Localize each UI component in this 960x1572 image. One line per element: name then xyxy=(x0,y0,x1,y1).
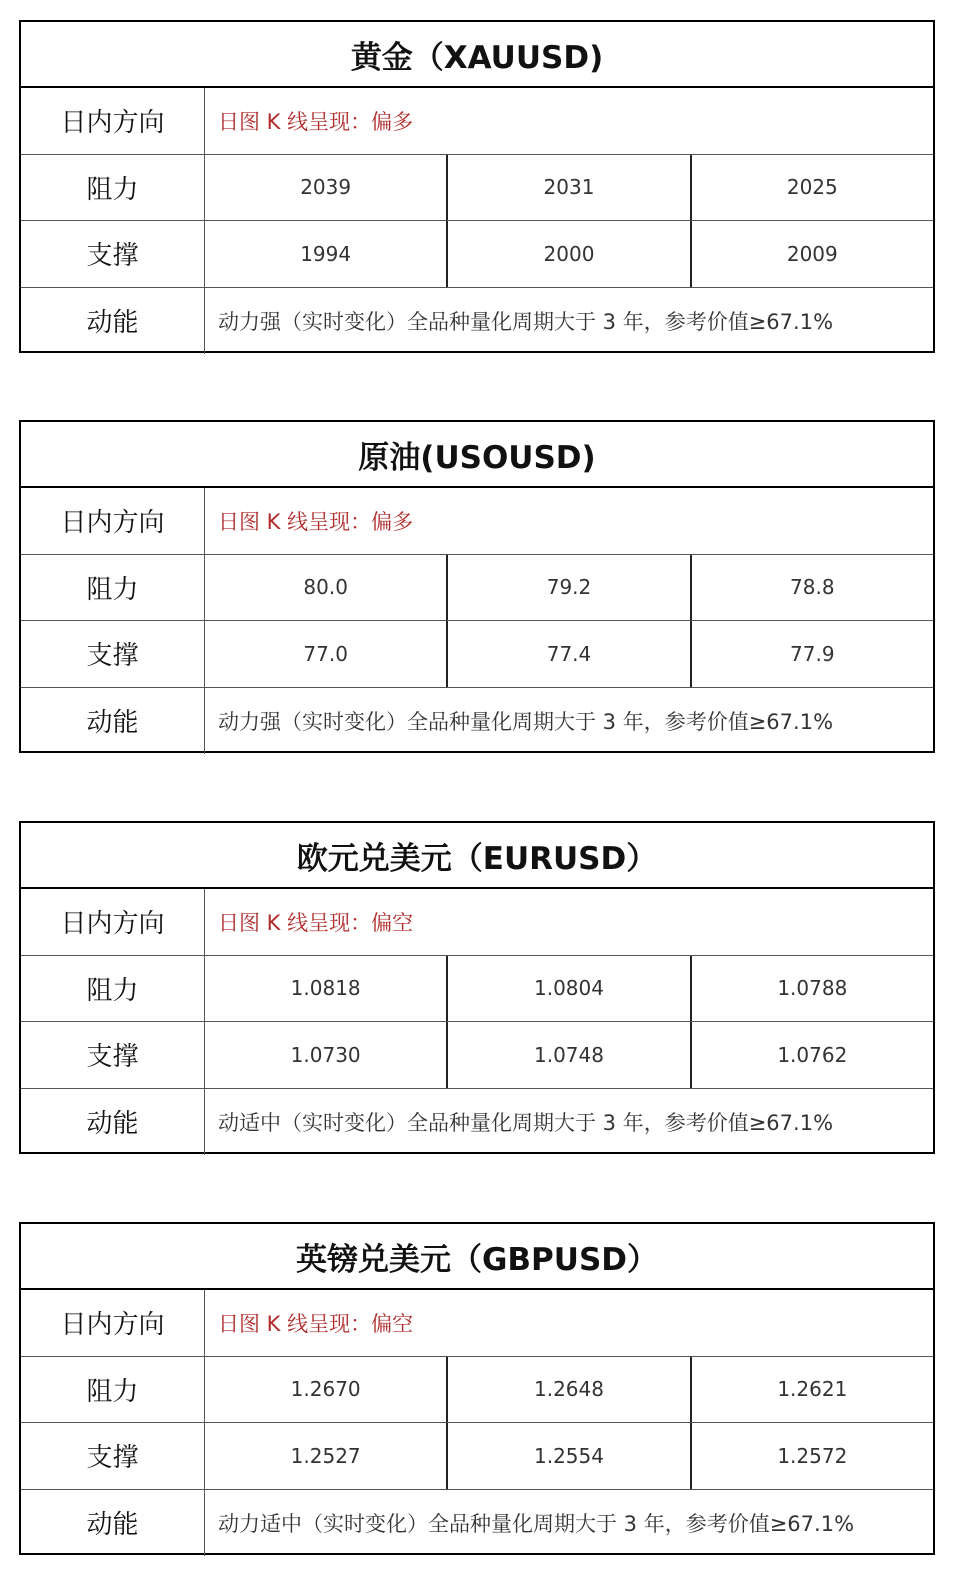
support-2: 77.4 xyxy=(446,621,689,687)
resistance-2: 1.0804 xyxy=(446,956,689,1022)
label-momentum: 动能 xyxy=(21,1490,205,1556)
row-resistance xyxy=(21,956,933,1023)
support-3: 2009 xyxy=(690,221,933,287)
panel-usousd xyxy=(19,420,935,753)
support-3: 1.0762 xyxy=(690,1022,933,1088)
resistance-3: 2025 xyxy=(690,155,933,221)
resistance-3: 1.0788 xyxy=(690,956,933,1022)
panel-title: 欧元兑美元（EURUSD） xyxy=(21,823,933,889)
label-direction: 日内方向 xyxy=(21,88,205,154)
resistance-1: 1.2670 xyxy=(290,1377,361,1402)
support-2: 1.0748 xyxy=(446,1022,689,1088)
label-momentum: 动能 xyxy=(21,288,205,354)
support-1: 77.0 xyxy=(303,641,348,666)
label-resistance: 阻力 xyxy=(21,555,205,621)
row-resistance xyxy=(21,555,933,622)
label-resistance: 阻力 xyxy=(21,155,205,221)
support-1: 1.2527 xyxy=(290,1443,361,1468)
label-direction: 日内方向 xyxy=(21,889,205,955)
momentum-value: 动力强（实时变化）全品种量化周期大于 3 年，参考价值≥67.1% xyxy=(218,309,834,334)
row-direction xyxy=(21,1290,933,1357)
row-direction xyxy=(21,889,933,956)
row-support xyxy=(21,621,933,688)
momentum-value: 动力适中（实时变化）全品种量化周期大于 3 年，参考价值≥67.1% xyxy=(218,1511,855,1536)
direction-value: 日图 K 线呈现：偏多 xyxy=(218,109,414,134)
label-support: 支撑 xyxy=(21,1022,205,1088)
momentum-value: 动适中（实时变化）全品种量化周期大于 3 年，参考价值≥67.1% xyxy=(218,1110,834,1135)
support-2: 2000 xyxy=(446,221,689,287)
row-momentum xyxy=(21,1490,933,1556)
direction-value: 日图 K 线呈现：偏空 xyxy=(218,910,414,935)
support-3: 77.9 xyxy=(690,621,933,687)
support-3: 1.2572 xyxy=(690,1423,933,1489)
resistance-1: 1.0818 xyxy=(290,976,361,1001)
label-support: 支撑 xyxy=(21,621,205,687)
support-2: 1.2554 xyxy=(446,1423,689,1489)
resistance-2: 1.2648 xyxy=(446,1357,689,1423)
direction-value: 日图 K 线呈现：偏空 xyxy=(218,1311,414,1336)
row-momentum xyxy=(21,288,933,354)
panel-xauusd xyxy=(19,20,935,353)
label-momentum: 动能 xyxy=(21,688,205,754)
resistance-3: 78.8 xyxy=(690,555,933,621)
row-resistance xyxy=(21,1357,933,1424)
label-support: 支撑 xyxy=(21,1423,205,1489)
label-direction: 日内方向 xyxy=(21,488,205,554)
row-support xyxy=(21,1423,933,1490)
row-direction xyxy=(21,488,933,555)
panel-title: 英镑兑美元（GBPUSD） xyxy=(21,1224,933,1290)
label-resistance: 阻力 xyxy=(21,956,205,1022)
panel-eurusd xyxy=(19,821,935,1154)
resistance-2: 79.2 xyxy=(446,555,689,621)
row-resistance xyxy=(21,155,933,222)
momentum-value: 动力强（实时变化）全品种量化周期大于 3 年，参考价值≥67.1% xyxy=(218,709,834,734)
row-momentum xyxy=(21,1089,933,1155)
support-1: 1994 xyxy=(300,241,352,266)
support-1: 1.0730 xyxy=(290,1042,361,1067)
resistance-1: 80.0 xyxy=(303,575,348,600)
row-support xyxy=(21,1022,933,1089)
label-support: 支撑 xyxy=(21,221,205,287)
label-momentum: 动能 xyxy=(21,1089,205,1155)
direction-value: 日图 K 线呈现：偏多 xyxy=(218,509,414,534)
resistance-3: 1.2621 xyxy=(690,1357,933,1423)
label-resistance: 阻力 xyxy=(21,1357,205,1423)
resistance-2: 2031 xyxy=(446,155,689,221)
row-support xyxy=(21,221,933,288)
row-momentum xyxy=(21,688,933,754)
panel-title: 黄金（XAUUSD) xyxy=(21,22,933,88)
panel-title: 原油(USOUSD) xyxy=(21,422,933,488)
row-direction xyxy=(21,88,933,155)
panel-gbpusd xyxy=(19,1222,935,1555)
resistance-1: 2039 xyxy=(300,175,352,200)
label-direction: 日内方向 xyxy=(21,1290,205,1356)
